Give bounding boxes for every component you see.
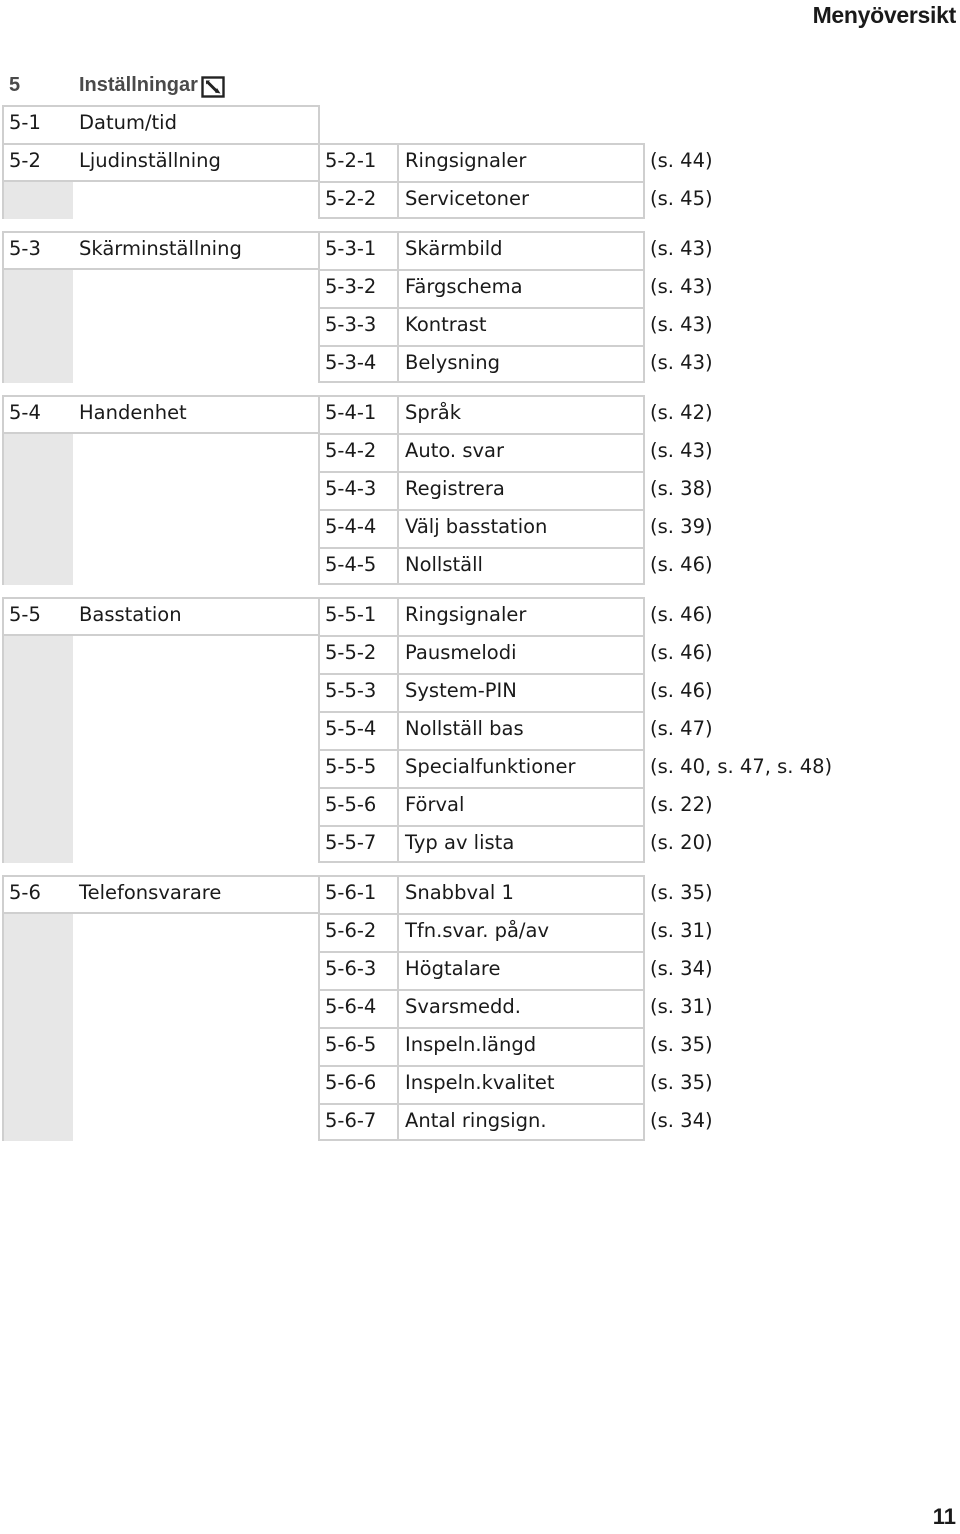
page-number: 11 — [932, 1504, 956, 1529]
menu-group-row[interactable] — [0, 105, 960, 143]
page-reference: (s. 31) — [650, 995, 713, 1018]
label-divider — [2, 912, 318, 914]
page-reference: (s. 40, s. 47, s. 48) — [650, 755, 833, 778]
item-number: 5-5-1 — [325, 603, 377, 626]
menu-group-row[interactable] — [0, 231, 960, 269]
item-number: 5-4-5 — [325, 553, 377, 576]
page-reference: (s. 38) — [650, 477, 713, 500]
item-number: 5-6-1 — [325, 881, 377, 904]
item-label: Ringsignaler — [405, 149, 527, 172]
menu-item-row[interactable] — [0, 547, 960, 585]
item-number: 5-2-1 — [325, 149, 377, 172]
item-number: 5-5-7 — [325, 831, 377, 854]
menu-label: Inställningar — [79, 74, 198, 96]
group-label: Ljudinställning — [79, 149, 221, 172]
page-reference: (s. 46) — [650, 553, 713, 576]
group-label: Handenhet — [79, 401, 187, 424]
menu-group-row[interactable] — [0, 597, 960, 635]
item-bottom-border — [318, 583, 645, 585]
page-reference: (s. 43) — [650, 275, 713, 298]
item-label: Inspeln.längd — [405, 1033, 537, 1056]
item-number: 5-6-3 — [325, 957, 377, 980]
item-label: Förval — [405, 793, 465, 816]
menu-item-row[interactable] — [0, 951, 960, 989]
group-number: 5-1 — [9, 111, 41, 134]
item-number: 5-6-7 — [325, 1109, 377, 1132]
item-number: 5-3-4 — [325, 351, 377, 374]
menu-group-row[interactable] — [0, 875, 960, 913]
menu-number: 5 — [9, 74, 21, 96]
menu-item-row[interactable] — [0, 825, 960, 863]
menu-item-row[interactable] — [0, 1027, 960, 1065]
item-label: Registrera — [405, 477, 505, 500]
item-label: Auto. svar — [405, 439, 504, 462]
page-reference: (s. 43) — [650, 237, 713, 260]
item-label: Högtalare — [405, 957, 501, 980]
menu-item-row[interactable] — [0, 989, 960, 1027]
settings-wrench-icon — [201, 76, 225, 98]
item-label: Skärmbild — [405, 237, 503, 260]
menu-group-row[interactable] — [0, 395, 960, 433]
menu-item-row[interactable] — [0, 433, 960, 471]
page-reference: (s. 43) — [650, 439, 713, 462]
label-divider — [2, 268, 318, 270]
page-reference: (s. 46) — [650, 679, 713, 702]
group-number: 5-3 — [9, 237, 41, 260]
item-label: Belysning — [405, 351, 501, 374]
menu-item-row[interactable] — [0, 673, 960, 711]
page-reference: (s. 44) — [650, 149, 713, 172]
menu-item-row[interactable] — [0, 1065, 960, 1103]
page-reference: (s. 43) — [650, 313, 713, 336]
page-reference: (s. 47) — [650, 717, 713, 740]
menu-item-row[interactable] — [0, 913, 960, 951]
page-reference: (s. 34) — [650, 1109, 713, 1132]
item-label: Specialfunktioner — [405, 755, 576, 778]
item-number: 5-5-2 — [325, 641, 377, 664]
item-label: System-PIN — [405, 679, 517, 702]
item-label: Nollställ bas — [405, 717, 524, 740]
page-reference: (s. 43) — [650, 351, 713, 374]
page-reference: (s. 39) — [650, 515, 713, 538]
menu-item-row[interactable] — [0, 787, 960, 825]
item-number: 5-4-4 — [325, 515, 377, 538]
page-reference: (s. 35) — [650, 1033, 713, 1056]
menu-item-row[interactable] — [0, 635, 960, 673]
page-title: Menyöversikt — [812, 2, 956, 28]
group-label: Skärminställning — [79, 237, 242, 260]
item-label: Svarsmedd. — [405, 995, 521, 1018]
page-reference: (s. 42) — [650, 401, 713, 424]
item-number: 5-4-3 — [325, 477, 377, 500]
menu-item-row[interactable] — [0, 749, 960, 787]
item-label: Antal ringsign. — [405, 1109, 547, 1132]
item-label: Ringsignaler — [405, 603, 527, 626]
menu-item-row[interactable] — [0, 181, 960, 219]
menu-item-row[interactable] — [0, 307, 960, 345]
group-number: 5-6 — [9, 881, 41, 904]
item-label: Nollställ — [405, 553, 483, 576]
page-reference: (s. 20) — [650, 831, 713, 854]
item-number: 5-5-6 — [325, 793, 377, 816]
item-bottom-border — [318, 381, 645, 383]
item-number: 5-5-5 — [325, 755, 377, 778]
group-right-border — [318, 105, 320, 143]
item-number: 5-4-2 — [325, 439, 377, 462]
item-number: 5-6-2 — [325, 919, 377, 942]
page-reference: (s. 46) — [650, 603, 713, 626]
item-bottom-border — [318, 1139, 645, 1141]
item-number: 5-6-4 — [325, 995, 377, 1018]
item-label: Typ av lista — [405, 831, 515, 854]
menu-item-row[interactable] — [0, 269, 960, 307]
group-number: 5-5 — [9, 603, 41, 626]
item-number: 5-3-2 — [325, 275, 377, 298]
item-label: Servicetoner — [405, 187, 530, 210]
item-label: Tfn.svar. på/av — [405, 919, 549, 942]
item-number: 5-2-2 — [325, 187, 377, 210]
group-label: Basstation — [79, 603, 182, 626]
item-number: 5-5-4 — [325, 717, 377, 740]
item-number: 5-5-3 — [325, 679, 377, 702]
page-reference: (s. 35) — [650, 1071, 713, 1094]
menu-item-row[interactable] — [0, 711, 960, 749]
page-reference: (s. 35) — [650, 881, 713, 904]
item-number: 5-6-6 — [325, 1071, 377, 1094]
menu-group-row[interactable] — [0, 143, 960, 181]
menu-item-row[interactable] — [0, 1103, 960, 1141]
page-reference: (s. 34) — [650, 957, 713, 980]
item-label: Pausmelodi — [405, 641, 517, 664]
menu-item-row[interactable] — [0, 345, 960, 383]
item-label: Språk — [405, 401, 462, 424]
group-number: 5-4 — [9, 401, 41, 424]
item-bottom-border — [318, 217, 645, 219]
group-number: 5-2 — [9, 149, 41, 172]
label-divider — [2, 180, 318, 182]
item-label: Färgschema — [405, 275, 523, 298]
item-label: Kontrast — [405, 313, 487, 336]
page-reference: (s. 45) — [650, 187, 713, 210]
menu-item-row[interactable] — [0, 509, 960, 547]
menu-item-row[interactable] — [0, 471, 960, 509]
item-label: Inspeln.kvalitet — [405, 1071, 555, 1094]
label-divider — [2, 634, 318, 636]
item-number: 5-3-1 — [325, 237, 377, 260]
item-bottom-border — [318, 861, 645, 863]
item-number: 5-4-1 — [325, 401, 377, 424]
item-number: 5-6-5 — [325, 1033, 377, 1056]
item-number: 5-3-3 — [325, 313, 377, 336]
group-label: Telefonsvarare — [79, 881, 222, 904]
item-label: Välj basstation — [405, 515, 548, 538]
menu-header — [0, 72, 960, 102]
group-label: Datum/tid — [79, 111, 177, 134]
item-label: Snabbval 1 — [405, 881, 514, 904]
page-reference: (s. 22) — [650, 793, 713, 816]
page-reference: (s. 31) — [650, 919, 713, 942]
label-divider — [2, 432, 318, 434]
page-reference: (s. 46) — [650, 641, 713, 664]
